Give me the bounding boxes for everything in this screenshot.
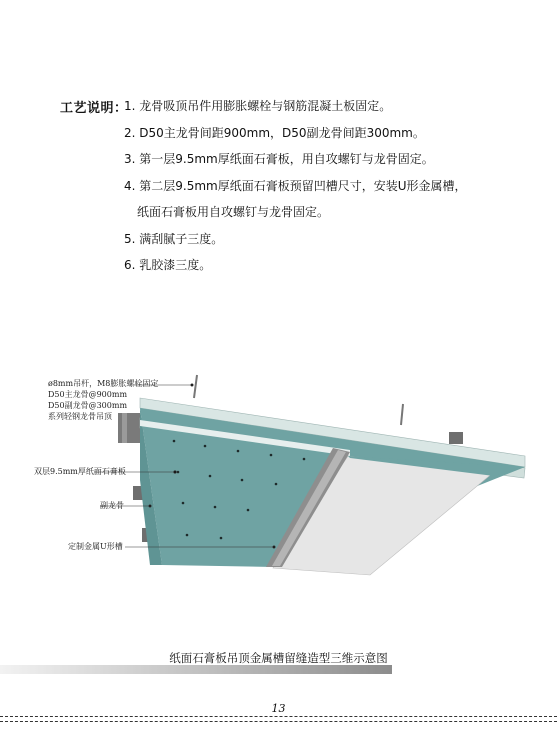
notes-list <box>124 97 467 283</box>
note-item: 1. 龙骨吸顶吊件用膨胀螺栓与钢筋混凝土板固定。 <box>124 99 392 113</box>
footer-divider <box>0 716 557 717</box>
label-gypsum-board: 双层9.5mm厚纸面石膏板 <box>34 467 126 476</box>
note-item: 4. 第二层9.5mm厚纸面石膏板预留凹槽尺寸，安装U形金属槽， <box>124 178 467 193</box>
note-item: 6. 乳胶漆三度。 <box>124 258 212 272</box>
label-hanger-rod: ø8mm吊杆，M8膨胀螺栓固定 <box>48 379 159 388</box>
caption-bar <box>0 665 392 674</box>
notes-label: 工艺说明： <box>60 101 128 116</box>
footer-divider-2 <box>0 721 557 722</box>
note-item: 2. D50主龙骨间距900mm，D50副龙骨间距300mm。 <box>124 125 425 140</box>
note-item: 3. 第一层9.5mm厚纸面石膏板，用自攻螺钉与龙骨固定。 <box>124 152 434 166</box>
figure-caption: 纸面石膏板吊顶金属槽留缝造型三维示意图 <box>169 651 388 665</box>
label-keel-system: 系列轻钢龙骨吊顶 <box>48 412 112 421</box>
label-sub-keel: 副龙骨 <box>100 501 124 510</box>
ceiling-3d-diagram <box>0 360 557 605</box>
note-item: 5. 满刮腻子三度。 <box>124 231 224 246</box>
label-cross-channel: D50副龙骨@300mm <box>48 401 128 410</box>
label-main-channel: D50主龙骨@900mm <box>48 390 128 399</box>
note-item-continued: 纸面石膏板用自攻螺钉与龙骨固定。 <box>137 205 330 219</box>
label-u-channel: 定制金属U形槽 <box>68 542 123 551</box>
page-number: 13 <box>271 702 286 715</box>
